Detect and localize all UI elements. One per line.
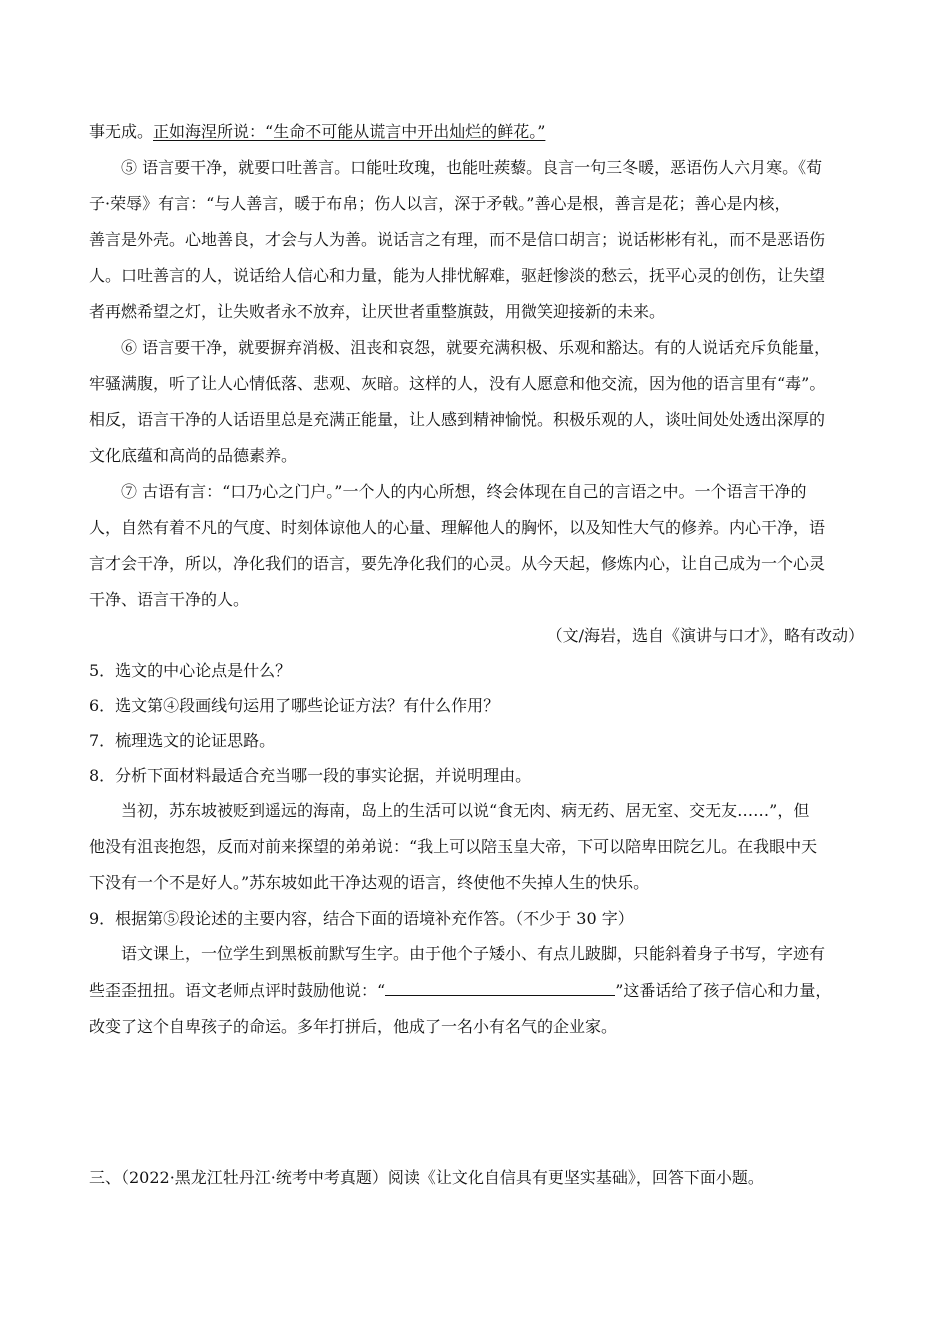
section-3-header (89, 1168, 864, 1188)
paragraph-line: 相反，语言干净的人话语里总是充满正能量，让人感到精神愉悦。积极乐观的人，谈吐间处处透出深厚的 (89, 410, 826, 429)
answer-blank[interactable] (385, 980, 615, 996)
question-6: 6．选文第④段画线句运用了哪些论证方法？有什么作用？ (89, 696, 500, 715)
section-3-title: 三、（2022·黑龙江牡丹江·统考中考真题）阅读《让文化自信具有更坚实基础》，回答下面小题。 (89, 1168, 764, 1187)
opening-line (89, 122, 864, 142)
material-9 (89, 944, 864, 1037)
material-line: 他没有沮丧抱怨，反而对前来探望的弟弟说：“我上可以陪玉皇大帝，下可以陪卑田院乞儿。在我眼中天 (89, 837, 818, 856)
underlined-quote: 正如海涅所说：“生命不可能从谎言中开出灿烂的鲜花。” (153, 122, 546, 141)
paragraph-line: 子·荣辱》有言：“与人善言，暖于布帛；伤人以言，深于矛戟。”善心是根，善言是花；善心是内核， (89, 194, 791, 213)
paragraph-5 (89, 158, 864, 322)
material-line: 当初，苏东坡被贬到遥远的海南，岛上的生活可以说“食无肉、病无药、居无室、交无友……”，但 (121, 801, 810, 820)
paragraph-line: ⑥ 语言要干净，就要摒弃消极、沮丧和哀怨，就要充满积极、乐观和豁达。有的人说话充斥负能量， (121, 338, 831, 357)
source-citation: （文/海岩，选自《演讲与口才》，略有改动） (546, 626, 864, 645)
paragraph-7 (89, 482, 864, 610)
question-9: 9．根据第⑤段论述的主要内容，结合下面的语境补充作答。（不少于 30 字） (89, 909, 634, 928)
paragraph-line: 者再燃希望之灯，让失败者永不放弃，让厌世者重整旗鼓，用微笑迎接新的未来。 (89, 302, 666, 321)
paragraph-line: ⑤ 语言要干净，就要口吐善言。口能吐玫瑰，也能吐蒺藜。良言一句三冬暖，恶语伤人六月寒。《荀 (121, 158, 823, 177)
paragraph-line: ⑦ 古语有言：“口乃心之门户。”一个人的内心所想，终会体现在自己的言语之中。一个语言干净的 (121, 482, 807, 501)
paragraph-line: 干净、语言干净的人。 (89, 590, 250, 609)
material-text: 些歪歪扭扭。语文老师点评时鼓励他说：“ (89, 981, 386, 1000)
material-line-with-blank (89, 980, 864, 1001)
material-8 (89, 801, 864, 893)
paragraph-line: 善言是外壳。心地善良，才会与人为善。说话言之有理，而不是信口胡言；说话彬彬有礼，而不是恶语伤 (89, 230, 826, 249)
paragraph-line: 人。口吐善言的人，说话给人信心和力量，能为人排忧解难，驱赶惨淡的愁云，抚平心灵的创伤，让失望 (89, 266, 826, 285)
question-7: 7．梳理选文的论证思路。 (89, 731, 276, 750)
paragraph-6 (89, 338, 864, 466)
document-body (89, 122, 864, 1037)
paragraph-line: 牢骚满腹，听了让人心情低落、悲观、灰暗。这样的人，没有人愿意和他交流，因为他的语言里有“毒”。 (89, 374, 826, 393)
paragraph-line: 言才会干净，所以，净化我们的语言，要先净化我们的心灵。从今天起，修炼内心，让自己成为一个心灵 (89, 554, 826, 573)
question-8: 8．分析下面材料最适合充当哪一段的事实论据，并说明理由。 (89, 766, 532, 785)
paragraph-line: 文化底蕴和高尚的品德素养。 (89, 446, 298, 465)
question-5: 5．选文的中心论点是什么？ (89, 661, 292, 680)
material-text: ”这番话给了孩子信心和力量， (615, 981, 832, 1000)
material-line: 语文课上，一位学生到黑板前默写生字。由于他个子矮小、有点儿跛脚，只能斜着身子书写，字迹有 (121, 944, 826, 963)
material-line: 改变了这个自卑孩子的命运。多年打拼后，他成了一名小有名气的企业家。 (89, 1017, 618, 1036)
paragraph-line: 人，自然有着不凡的气度、时刻体谅他人的心量、理解他人的胸怀，以及知性大气的修养。内心干净，语 (89, 518, 826, 537)
material-line: 下没有一个不是好人。”苏东坡如此干净达观的语言，终使他不失掉人生的快乐。 (89, 873, 650, 892)
opening-text: 事无成。 (89, 122, 154, 141)
